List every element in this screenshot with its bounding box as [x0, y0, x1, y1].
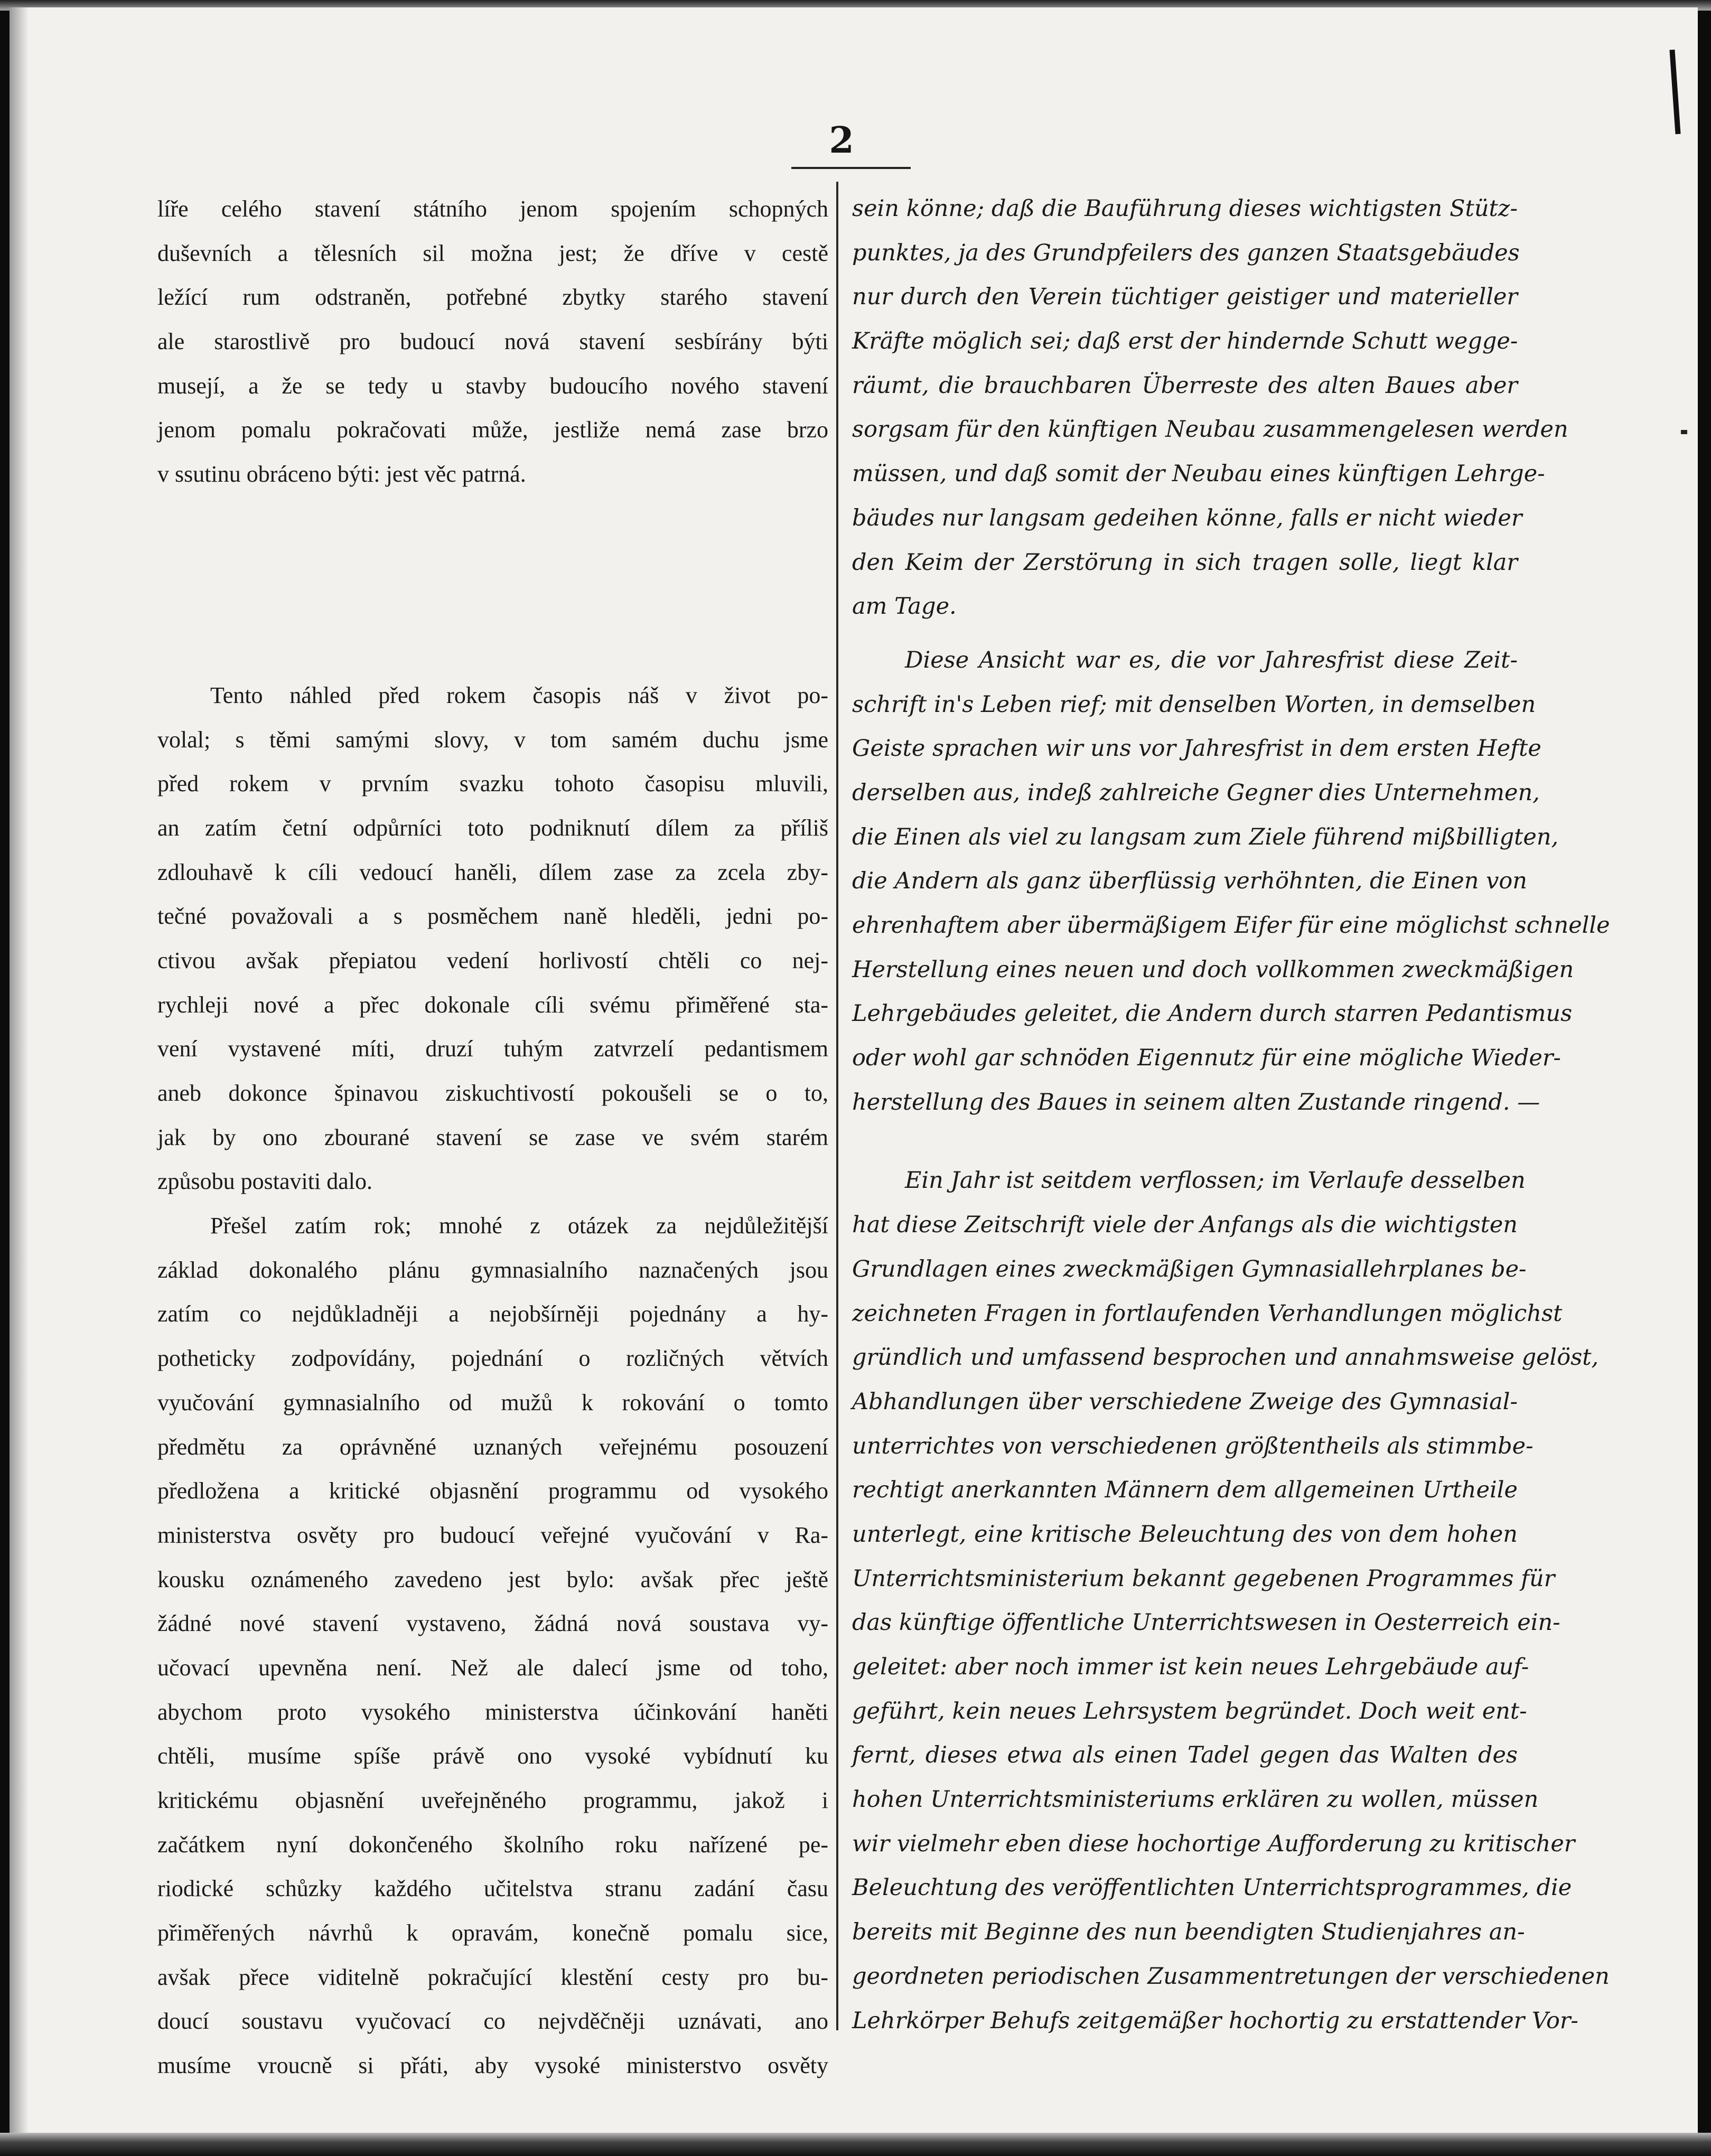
- text-line: základ dokonalého plánu gymnasialního naznačených jsou: [157, 1257, 828, 1283]
- text-line: způsobu postaviti dalo.: [157, 1168, 372, 1195]
- text-line: ministerstva osvěty pro budoucí veřejné vyučování v Ra-: [157, 1522, 828, 1548]
- text-line: ležící rum odstraněn, potřebné zbytky starého stavení: [157, 284, 828, 311]
- document-page: [10, 7, 1698, 2146]
- text-line: vení vystavené míti, druzí tuhým zatvrzelí pedantismem: [157, 1036, 828, 1062]
- text-line: gründlich und umfassend besprochen und annahmsweise gelöst,: [852, 1344, 1599, 1371]
- text-line: začátkem nyní dokončeného školního roku nařízené pe-: [157, 1831, 828, 1858]
- text-line: oder wohl gar schnöden Eigennutz für eine mögliche Wieder-: [852, 1045, 1561, 1072]
- margin-mark: [1669, 50, 1680, 134]
- czech-paragraph-2: [157, 673, 828, 1204]
- german-paragraph-2: [852, 639, 1610, 1125]
- text-line: abychom proto vysokého ministerstva účinkování haněti: [157, 1699, 828, 1725]
- text-line: ehrenhaftem aber übermäßigem Eifer für eine möglichst schnelle: [852, 912, 1610, 939]
- text-line: jenom pomalu pokračovati může, jestliže nemá zase brzo: [157, 417, 828, 443]
- text-line: nur durch den Verein tüchtiger geistiger und materieller: [852, 284, 1518, 311]
- text-line: duševních a tělesních sil možna jest; že dříve v cestě: [157, 240, 828, 266]
- text-line: rechtigt anerkannten Männern dem allgemeinen Urtheile: [852, 1477, 1518, 1504]
- text-line: ctivou avšak přepiatou vedení horlivostí chtěli co nej-: [157, 947, 828, 973]
- czech-paragraph-3: [157, 1204, 828, 2088]
- text-line: kritickému objasnění uveřejněného programmu, jakož i: [157, 1787, 828, 1813]
- text-line: Grundlagen eines zweckmäßigen Gymnasiallehrplanes be-: [852, 1255, 1527, 1282]
- text-line: fernt, dieses etwa als einen Tadel gegen das Walten des: [852, 1742, 1518, 1769]
- text-line: sein könne; daß die Bauführung dieses wichtigsten Stütz-: [852, 195, 1518, 222]
- text-line: am Tage.: [852, 593, 957, 620]
- column-divider: [836, 182, 838, 2030]
- text-line: vyučování gymnasialního od mužů k rokování o tomto: [157, 1389, 828, 1416]
- binding-shadow: [10, 7, 29, 2146]
- text-line: aneb dokonce špinavou ziskuchtivostí pokoušeli se o to,: [157, 1080, 828, 1106]
- text-line: räumt, die brauchbaren Überreste des alten Baues aber: [852, 372, 1518, 399]
- text-line: den Keim der Zerstörung in sich tragen solle, liegt klar: [852, 549, 1518, 576]
- text-line: líře celého stavení státního jenom spojením schopných: [157, 196, 828, 222]
- text-line: das künftige öffentliche Unterrichtswesen in Oesterreich ein-: [852, 1609, 1560, 1636]
- text-line: v ssutinu obráceno býti: jest věc patrná.: [157, 461, 526, 488]
- text-line: hohen Unterrichtsministeriums erklären zu wollen, müssen: [852, 1786, 1539, 1813]
- text-line: schrift in's Leben rief; mit denselben Worten, in demselben: [852, 691, 1536, 718]
- czech-paragraph-1: [157, 187, 828, 496]
- text-line: avšak přece viditelně pokračující klestění cesty pro bu-: [157, 1964, 828, 1990]
- text-line: Abhandlungen über verschiedene Zweige des Gymnasial-: [852, 1388, 1518, 1415]
- text-line: zdlouhavě k cíli vedoucí haněli, dílem zase za zcela zby-: [157, 859, 828, 885]
- text-line: punktes, ja des Grundpfeilers des ganzen Staatsgebäudes: [852, 239, 1520, 266]
- text-line: Geiste sprachen wir uns vor Jahresfrist in dem ersten Hefte: [852, 735, 1541, 762]
- text-line: Beleuchtung des veröffentlichten Unterrichtsprogrammes, die: [852, 1874, 1572, 1901]
- text-line: Lehrgebäudes geleitet, die Andern durch starren Pedantismus: [852, 1000, 1573, 1027]
- text-line: volal; s těmi samými slovy, v tom samém duchu jsme: [157, 726, 828, 753]
- page-number: 2: [829, 119, 854, 162]
- text-line: geordneten periodischen Zusammentretungen der verschiedenen: [852, 1963, 1610, 1990]
- text-line: die Einen als viel zu langsam zum Ziele führend mißbilligten,: [852, 823, 1559, 850]
- text-line: Unterrichtsministerium bekannt gegebenen Programmes für: [852, 1565, 1555, 1592]
- text-line: unterrichtes von verschiedenen größtentheils als stimmbe-: [852, 1432, 1534, 1459]
- page-number-rule: [791, 167, 911, 169]
- text-line: kousku oznámeného zavedeno jest bylo: avšak přec ještě: [157, 1566, 828, 1592]
- text-line: müssen, und daß somit der Neubau eines künftigen Lehrge-: [852, 461, 1545, 488]
- margin-dot: [1681, 430, 1687, 434]
- text-line: Tento náhled před rokem časopis náš v život po-: [210, 682, 828, 708]
- text-line: potheticky zodpovídány, pojednání o rozličných větvích: [157, 1345, 828, 1372]
- text-line: žádné nové stavení vystaveno, žádná nová soustava vy-: [157, 1610, 828, 1637]
- text-line: musíme vroucně si přáti, aby vysoké ministerstvo osvěty: [157, 2052, 828, 2079]
- text-line: sorgsam für den künftigen Neubau zusammengelesen werden: [852, 416, 1568, 443]
- text-line: unterlegt, eine kritische Beleuchtung des von dem hohen: [852, 1521, 1518, 1548]
- text-line: bereits mit Beginne des nun beendigten Studienjahres an-: [852, 1919, 1525, 1946]
- text-line: učovací upevněna není. Než ale dalecí jsme od toho,: [157, 1654, 828, 1681]
- text-line: Lehrkörper Behufs zeitgemäßer hochortig zu erstattender Vor-: [852, 2007, 1578, 2034]
- text-line: Herstellung eines neuen und doch vollkommen zweckmäßigen: [852, 956, 1574, 983]
- text-line: Přešel zatím rok; mnohé z otázek za nejdůležitější: [210, 1213, 828, 1239]
- text-line: předložena a kritické objasnění programmu od vysokého: [157, 1478, 828, 1504]
- text-line: rychleji nové a přec dokonale cíli svému přiměřené sta-: [157, 991, 828, 1018]
- text-line: geführt, kein neues Lehrsystem begründet. Doch weit ent-: [852, 1698, 1527, 1724]
- text-line: chtěli, musíme spíše právě ono vysoké vybídnutí ku: [157, 1743, 828, 1769]
- text-line: riodické schůzky každého učitelstva stranu zadání času: [157, 1876, 828, 1902]
- text-line: musejí, a že se tedy u stavby budoucího nového stavení: [157, 372, 828, 399]
- czech-column: [157, 187, 828, 2088]
- scan-bottom-edge: [0, 2133, 1711, 2156]
- text-line: Diese Ansicht war es, die vor Jahresfrist diese Zeit-: [905, 646, 1518, 673]
- text-line: doucí soustavu vyučovací co nejvděčněji uznávati, ano: [157, 2008, 828, 2035]
- text-line: derselben aus, indeß zahlreiche Gegner dies Unternehmen,: [852, 779, 1540, 806]
- text-line: jak by ono zbourané stavení se zase ve svém starém: [157, 1124, 828, 1150]
- text-line: wir vielmehr eben diese hochortige Aufforderung zu kritischer: [852, 1830, 1575, 1857]
- text-line: ale starostlivě pro budoucí nová stavení sesbírány býti: [157, 329, 828, 355]
- text-line: Ein Jahr ist seitdem verflossen; im Verlaufe desselben: [905, 1167, 1526, 1194]
- german-paragraph-1: [852, 187, 1568, 629]
- text-line: herstellung des Baues in seinem alten Zustande ringend. —: [852, 1089, 1540, 1116]
- text-line: bäudes nur langsam gedeihen könne, falls er nicht wieder: [852, 504, 1522, 531]
- text-line: před rokem v prvním svazku tohoto časopisu mluvili,: [157, 771, 828, 797]
- german-column: [852, 187, 1610, 2043]
- text-line: zatím co nejdůkladněji a nejobšírněji pojednány a hy-: [157, 1301, 828, 1327]
- text-line: geleitet: aber noch immer ist kein neues Lehrgebäude auf-: [852, 1654, 1529, 1680]
- german-paragraph-3: [852, 1159, 1610, 2043]
- text-line: Kräfte möglich sei; daß erst der hindernde Schutt wegge-: [852, 328, 1518, 355]
- text-line: předmětu za oprávněné uznaných veřejnému posouzení: [157, 1433, 828, 1460]
- text-line: die Andern als ganz überflüssig verhöhnten, die Einen von: [852, 868, 1527, 895]
- text-line: zeichneten Fragen in fortlaufenden Verhandlungen möglichst: [852, 1300, 1563, 1327]
- text-line: přiměřených návrhů k opravám, konečně pomalu sice,: [157, 1920, 828, 1946]
- text-line: an zatím četní odpůrníci toto podniknutí dílem za příliš: [157, 814, 828, 841]
- text-line: tečné považovali a s posměchem naně hleděli, jedni po-: [157, 903, 828, 930]
- text-line: hat diese Zeitschrift viele der Anfangs als die wichtigsten: [852, 1212, 1518, 1239]
